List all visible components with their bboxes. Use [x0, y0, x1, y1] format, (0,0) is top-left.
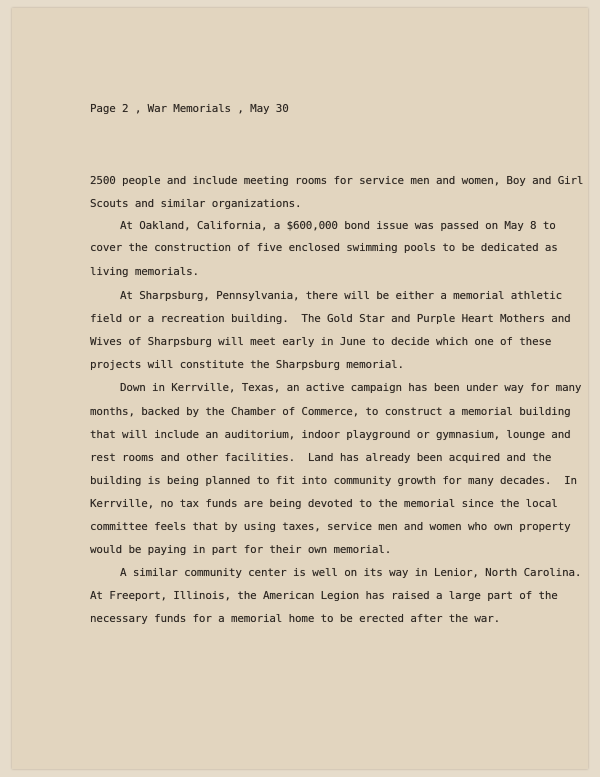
- body-line: A similar community center is well on its way in Lenior, North Carolina.: [120, 566, 582, 579]
- page-header: Page 2 , War Memorials , May 30: [90, 102, 289, 115]
- body-line: Down in Kerrville, Texas, an active campaign has been under way for many: [120, 381, 582, 394]
- body-line: field or a recreation building. The Gold Star and Purple Heart Mothers and: [90, 312, 571, 325]
- body-line: At Freeport, Illinois, the American Legion has raised a large part of the: [90, 589, 558, 602]
- body-line: months, backed by the Chamber of Commerce, to construct a memorial building: [90, 405, 571, 418]
- body-line: 2500 people and include meeting rooms for service men and women, Boy and Girl: [90, 174, 584, 187]
- body-line: would be paying in part for their own memorial.: [90, 543, 392, 556]
- body-line: Wives of Sharpsburg will meet early in June to decide which one of these: [90, 335, 552, 348]
- body-line: cover the construction of five enclosed swimming pools to be dedicated as: [90, 241, 558, 254]
- body-line: living memorials.: [90, 265, 199, 278]
- body-line: that will include an auditorium, indoor playground or gymnasium, lounge and: [90, 428, 571, 441]
- body-line: Scouts and similar organizations.: [90, 197, 302, 210]
- body-line: At Oakland, California, a $600,000 bond issue was passed on May 8 to: [120, 219, 556, 232]
- body-line: committee feels that by using taxes, service men and women who own property: [90, 520, 571, 533]
- body-line: building is being planned to fit into community growth for many decades. In: [90, 474, 577, 487]
- body-line: rest rooms and other facilities. Land has already been acquired and the: [90, 451, 552, 464]
- body-line: At Sharpsburg, Pennsylvania, there will be either a memorial athletic: [120, 289, 563, 302]
- body-line: Kerrville, no tax funds are being devoted to the memorial since the local: [90, 497, 558, 510]
- body-line: necessary funds for a memorial home to be erected after the war.: [90, 612, 501, 625]
- body-line: projects will constitute the Sharpsburg memorial.: [90, 358, 404, 371]
